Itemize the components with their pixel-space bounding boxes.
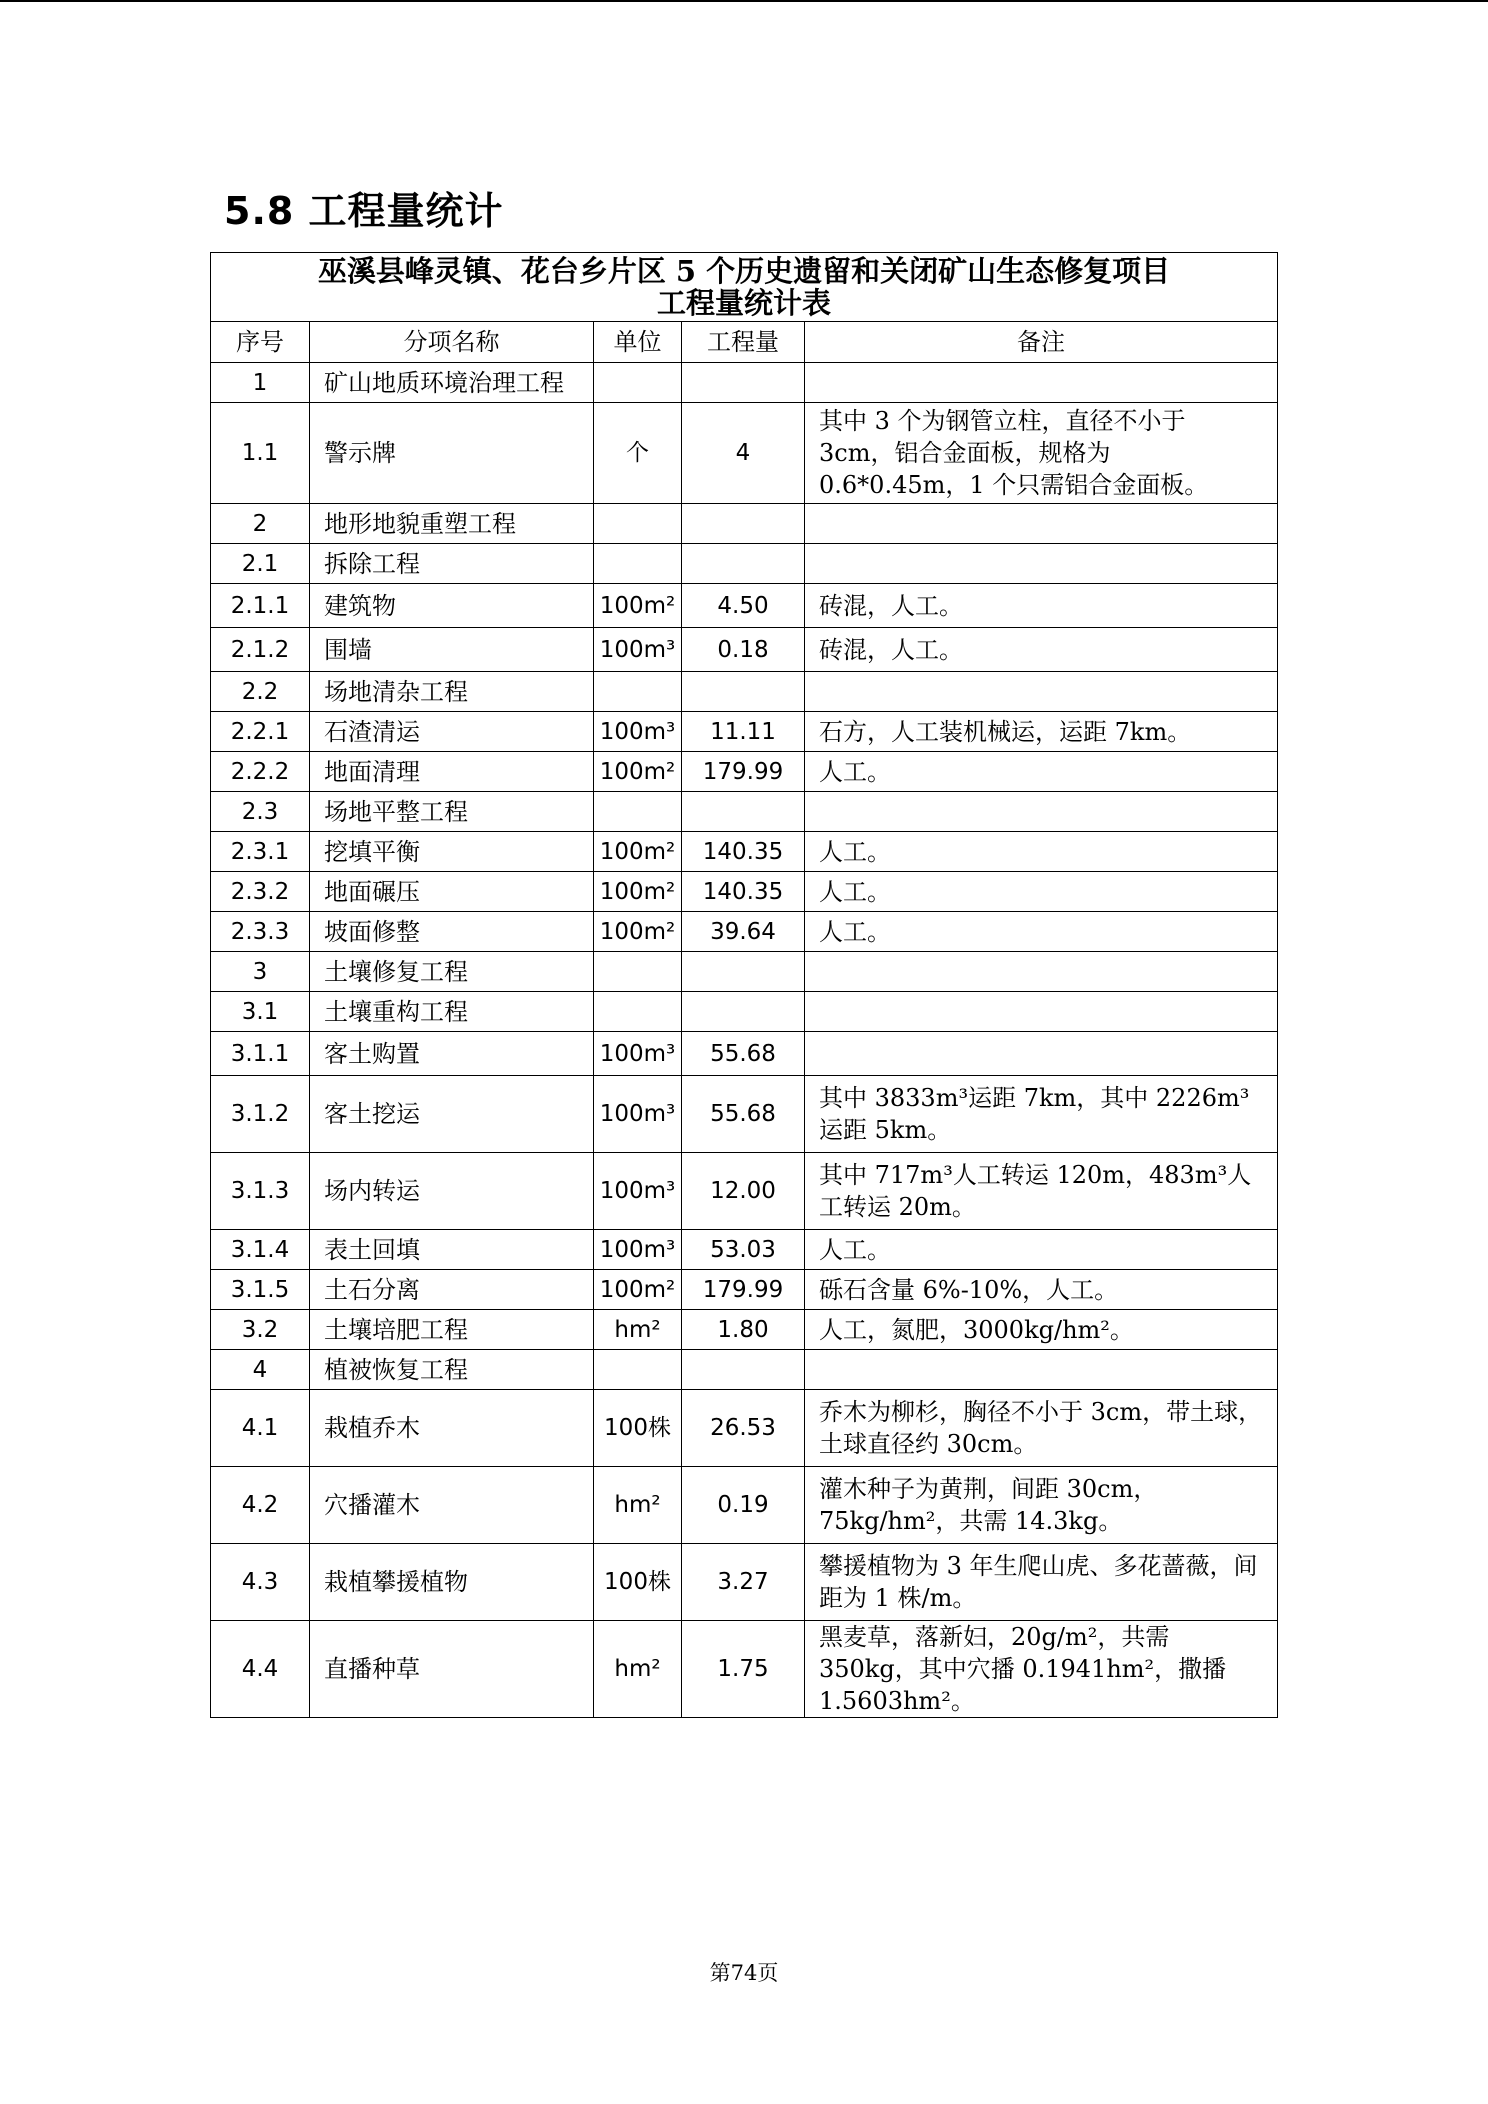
table-row [211,1230,1278,1270]
cell-row-number: 3.1.3 [211,1153,310,1230]
cell-remark: 其中 3833m³运距 7km，其中 2226m³运距 5km。 [805,1076,1278,1153]
cell-row-number: 3.2 [211,1310,310,1350]
cell-quantity [682,952,805,992]
cell-item-name: 地形地貌重塑工程 [310,504,594,544]
cell-row-number: 4 [211,1350,310,1390]
cell-row-number: 4.2 [211,1467,310,1544]
cell-remark: 攀援植物为 3 年生爬山虎、多花蔷薇，间距为 1 株/m。 [805,1544,1278,1621]
cell-remark: 人工。 [805,832,1278,872]
cell-remark: 其中 717m³人工转运 120m，483m³人工转运 20m。 [805,1153,1278,1230]
table-row [211,504,1278,544]
cell-unit: 100m² [594,1270,682,1310]
cell-quantity: 39.64 [682,912,805,952]
cell-row-number: 2.2.2 [211,752,310,792]
cell-quantity: 4 [682,403,805,504]
cell-unit: 100m² [594,752,682,792]
cell-row-number: 2.3.2 [211,872,310,912]
cell-remark: 乔木为柳杉，胸径不小于 3cm，带土球，土球直径约 30cm。 [805,1390,1278,1467]
cell-row-number: 2 [211,504,310,544]
cell-item-name: 土壤重构工程 [310,992,594,1032]
cell-quantity [682,672,805,712]
cell-unit: 100m³ [594,1076,682,1153]
cell-item-name: 地面清理 [310,752,594,792]
cell-quantity: 0.19 [682,1467,805,1544]
table-row [211,912,1278,952]
cell-unit [594,1350,682,1390]
cell-remark: 砾石含量 6%-10%，人工。 [805,1270,1278,1310]
table-row [211,1310,1278,1350]
cell-item-name: 场地平整工程 [310,792,594,832]
table-row [211,1032,1278,1076]
table-row [211,1153,1278,1230]
cell-row-number: 3.1.4 [211,1230,310,1270]
cell-quantity: 179.99 [682,752,805,792]
header-name: 分项名称 [310,322,594,363]
table-row [211,1621,1278,1718]
cell-item-name: 建筑物 [310,584,594,628]
table-row [211,872,1278,912]
table-row [211,1350,1278,1390]
cell-quantity: 3.27 [682,1544,805,1621]
header-note: 备注 [805,322,1278,363]
table-row [211,363,1278,403]
cell-unit: 100m³ [594,712,682,752]
cell-item-name: 植被恢复工程 [310,1350,594,1390]
cell-unit: 100m³ [594,1153,682,1230]
cell-unit: 100m² [594,584,682,628]
cell-quantity [682,544,805,584]
cell-item-name: 穴播灌木 [310,1467,594,1544]
cell-remark [805,672,1278,712]
cell-remark: 人工，氮肥，3000kg/hm²。 [805,1310,1278,1350]
cell-row-number: 2.2.1 [211,712,310,752]
cell-remark [805,792,1278,832]
cell-item-name: 直播种草 [310,1621,594,1718]
cell-row-number: 2.1.2 [211,628,310,672]
cell-unit: 100m³ [594,1032,682,1076]
cell-row-number: 3 [211,952,310,992]
cell-item-name: 土壤修复工程 [310,952,594,992]
cell-unit: 100m² [594,912,682,952]
cell-unit [594,952,682,992]
cell-quantity [682,792,805,832]
cell-quantity: 4.50 [682,584,805,628]
cell-quantity [682,363,805,403]
cell-item-name: 表土回填 [310,1230,594,1270]
page-number: 第74页 [709,1961,779,1985]
cell-unit: 个 [594,403,682,504]
cell-quantity: 26.53 [682,1390,805,1467]
cell-remark [805,1032,1278,1076]
cell-quantity: 55.68 [682,1076,805,1153]
cell-remark [805,952,1278,992]
cell-remark: 其中 3 个为钢管立柱，直径不小于 3cm，铝合金面板，规格为 0.6*0.45m，1 个只需铝合金面板。 [805,403,1278,504]
cell-item-name: 坡面修整 [310,912,594,952]
cell-quantity: 1.75 [682,1621,805,1718]
cell-item-name: 挖填平衡 [310,832,594,872]
table-title-line-2: 工程量统计表 [657,286,832,320]
table-row [211,832,1278,872]
cell-remark: 石方，人工装机械运，运距 7km。 [805,712,1278,752]
table-row [211,672,1278,712]
cell-item-name: 矿山地质环境治理工程 [310,363,594,403]
cell-row-number: 3.1.1 [211,1032,310,1076]
cell-item-name: 客土挖运 [310,1076,594,1153]
cell-unit: hm² [594,1621,682,1718]
cell-remark: 砖混，人工。 [805,628,1278,672]
cell-remark: 人工。 [805,752,1278,792]
cell-unit: 100m² [594,872,682,912]
cell-unit [594,672,682,712]
cell-quantity [682,992,805,1032]
cell-row-number: 2.2 [211,672,310,712]
table-row [211,1270,1278,1310]
cell-quantity: 179.99 [682,1270,805,1310]
cell-remark [805,1350,1278,1390]
cell-item-name: 围墙 [310,628,594,672]
cell-row-number: 3.1.5 [211,1270,310,1310]
cell-remark: 人工。 [805,872,1278,912]
table-header-row [211,322,1278,363]
cell-quantity: 140.35 [682,872,805,912]
header-unit: 单位 [594,322,682,363]
quantity-table [210,252,1278,1718]
cell-remark [805,363,1278,403]
cell-quantity: 55.68 [682,1032,805,1076]
cell-unit [594,792,682,832]
cell-row-number: 4.1 [211,1390,310,1467]
header-no: 序号 [211,322,310,363]
table-row [211,752,1278,792]
cell-item-name: 警示牌 [310,403,594,504]
cell-item-name: 地面碾压 [310,872,594,912]
cell-row-number: 4.4 [211,1621,310,1718]
table-row [211,792,1278,832]
cell-remark: 砖混，人工。 [805,584,1278,628]
table-row [211,628,1278,672]
cell-unit [594,544,682,584]
cell-quantity [682,504,805,544]
cell-remark [805,992,1278,1032]
cell-unit: 100株 [594,1390,682,1467]
table-row [211,992,1278,1032]
table-title-row [211,253,1278,322]
cell-row-number: 3.1.2 [211,1076,310,1153]
cell-quantity: 53.03 [682,1230,805,1270]
cell-unit [594,504,682,544]
cell-remark: 人工。 [805,912,1278,952]
cell-unit: 100m³ [594,628,682,672]
cell-unit: hm² [594,1310,682,1350]
cell-unit [594,992,682,1032]
cell-item-name: 栽植攀援植物 [310,1544,594,1621]
cell-row-number: 4.3 [211,1544,310,1621]
cell-item-name: 土壤培肥工程 [310,1310,594,1350]
cell-row-number: 2.3.1 [211,832,310,872]
cell-quantity: 140.35 [682,832,805,872]
table-row [211,712,1278,752]
cell-row-number: 1.1 [211,403,310,504]
cell-remark: 黑麦草，落新妇，20g/m²，共需 350kg，其中穴播 0.1941hm²，撒播 1.5603hm²。 [805,1621,1278,1718]
cell-unit [594,363,682,403]
cell-item-name: 拆除工程 [310,544,594,584]
cell-item-name: 石渣清运 [310,712,594,752]
table-row [211,952,1278,992]
cell-row-number: 3.1 [211,992,310,1032]
cell-unit: 100m² [594,832,682,872]
cell-row-number: 2.3.3 [211,912,310,952]
cell-remark [805,544,1278,584]
cell-row-number: 2.1 [211,544,310,584]
cell-item-name: 场内转运 [310,1153,594,1230]
cell-quantity: 12.00 [682,1153,805,1230]
table-title [211,253,1278,322]
table-row [211,1076,1278,1153]
cell-unit: hm² [594,1467,682,1544]
table-title-line-1: 巫溪县峰灵镇、花台乡片区 5 个历史遗留和关闭矿山生态修复项目 [317,254,1171,288]
cell-remark: 灌木种子为黄荆，间距 30cm，75kg/hm²，共需 14.3kg。 [805,1467,1278,1544]
cell-item-name: 场地清杂工程 [310,672,594,712]
table-row [211,544,1278,584]
table-row [211,1390,1278,1467]
cell-row-number: 2.1.1 [211,584,310,628]
cell-quantity [682,1350,805,1390]
cell-quantity: 11.11 [682,712,805,752]
table-row [211,1544,1278,1621]
cell-remark [805,504,1278,544]
table-row [211,584,1278,628]
cell-row-number: 1 [211,363,310,403]
cell-item-name: 土石分离 [310,1270,594,1310]
cell-quantity: 0.18 [682,628,805,672]
section-heading: 5.8 工程量统计 [224,189,504,233]
cell-remark: 人工。 [805,1230,1278,1270]
cell-unit: 100m³ [594,1230,682,1270]
cell-row-number: 2.3 [211,792,310,832]
cell-unit: 100株 [594,1544,682,1621]
table-row [211,1467,1278,1544]
cell-item-name: 栽植乔木 [310,1390,594,1467]
table-row [211,403,1278,504]
header-qty: 工程量 [682,322,805,363]
cell-item-name: 客土购置 [310,1032,594,1076]
cell-quantity: 1.80 [682,1310,805,1350]
top-border-line [0,0,1488,2]
